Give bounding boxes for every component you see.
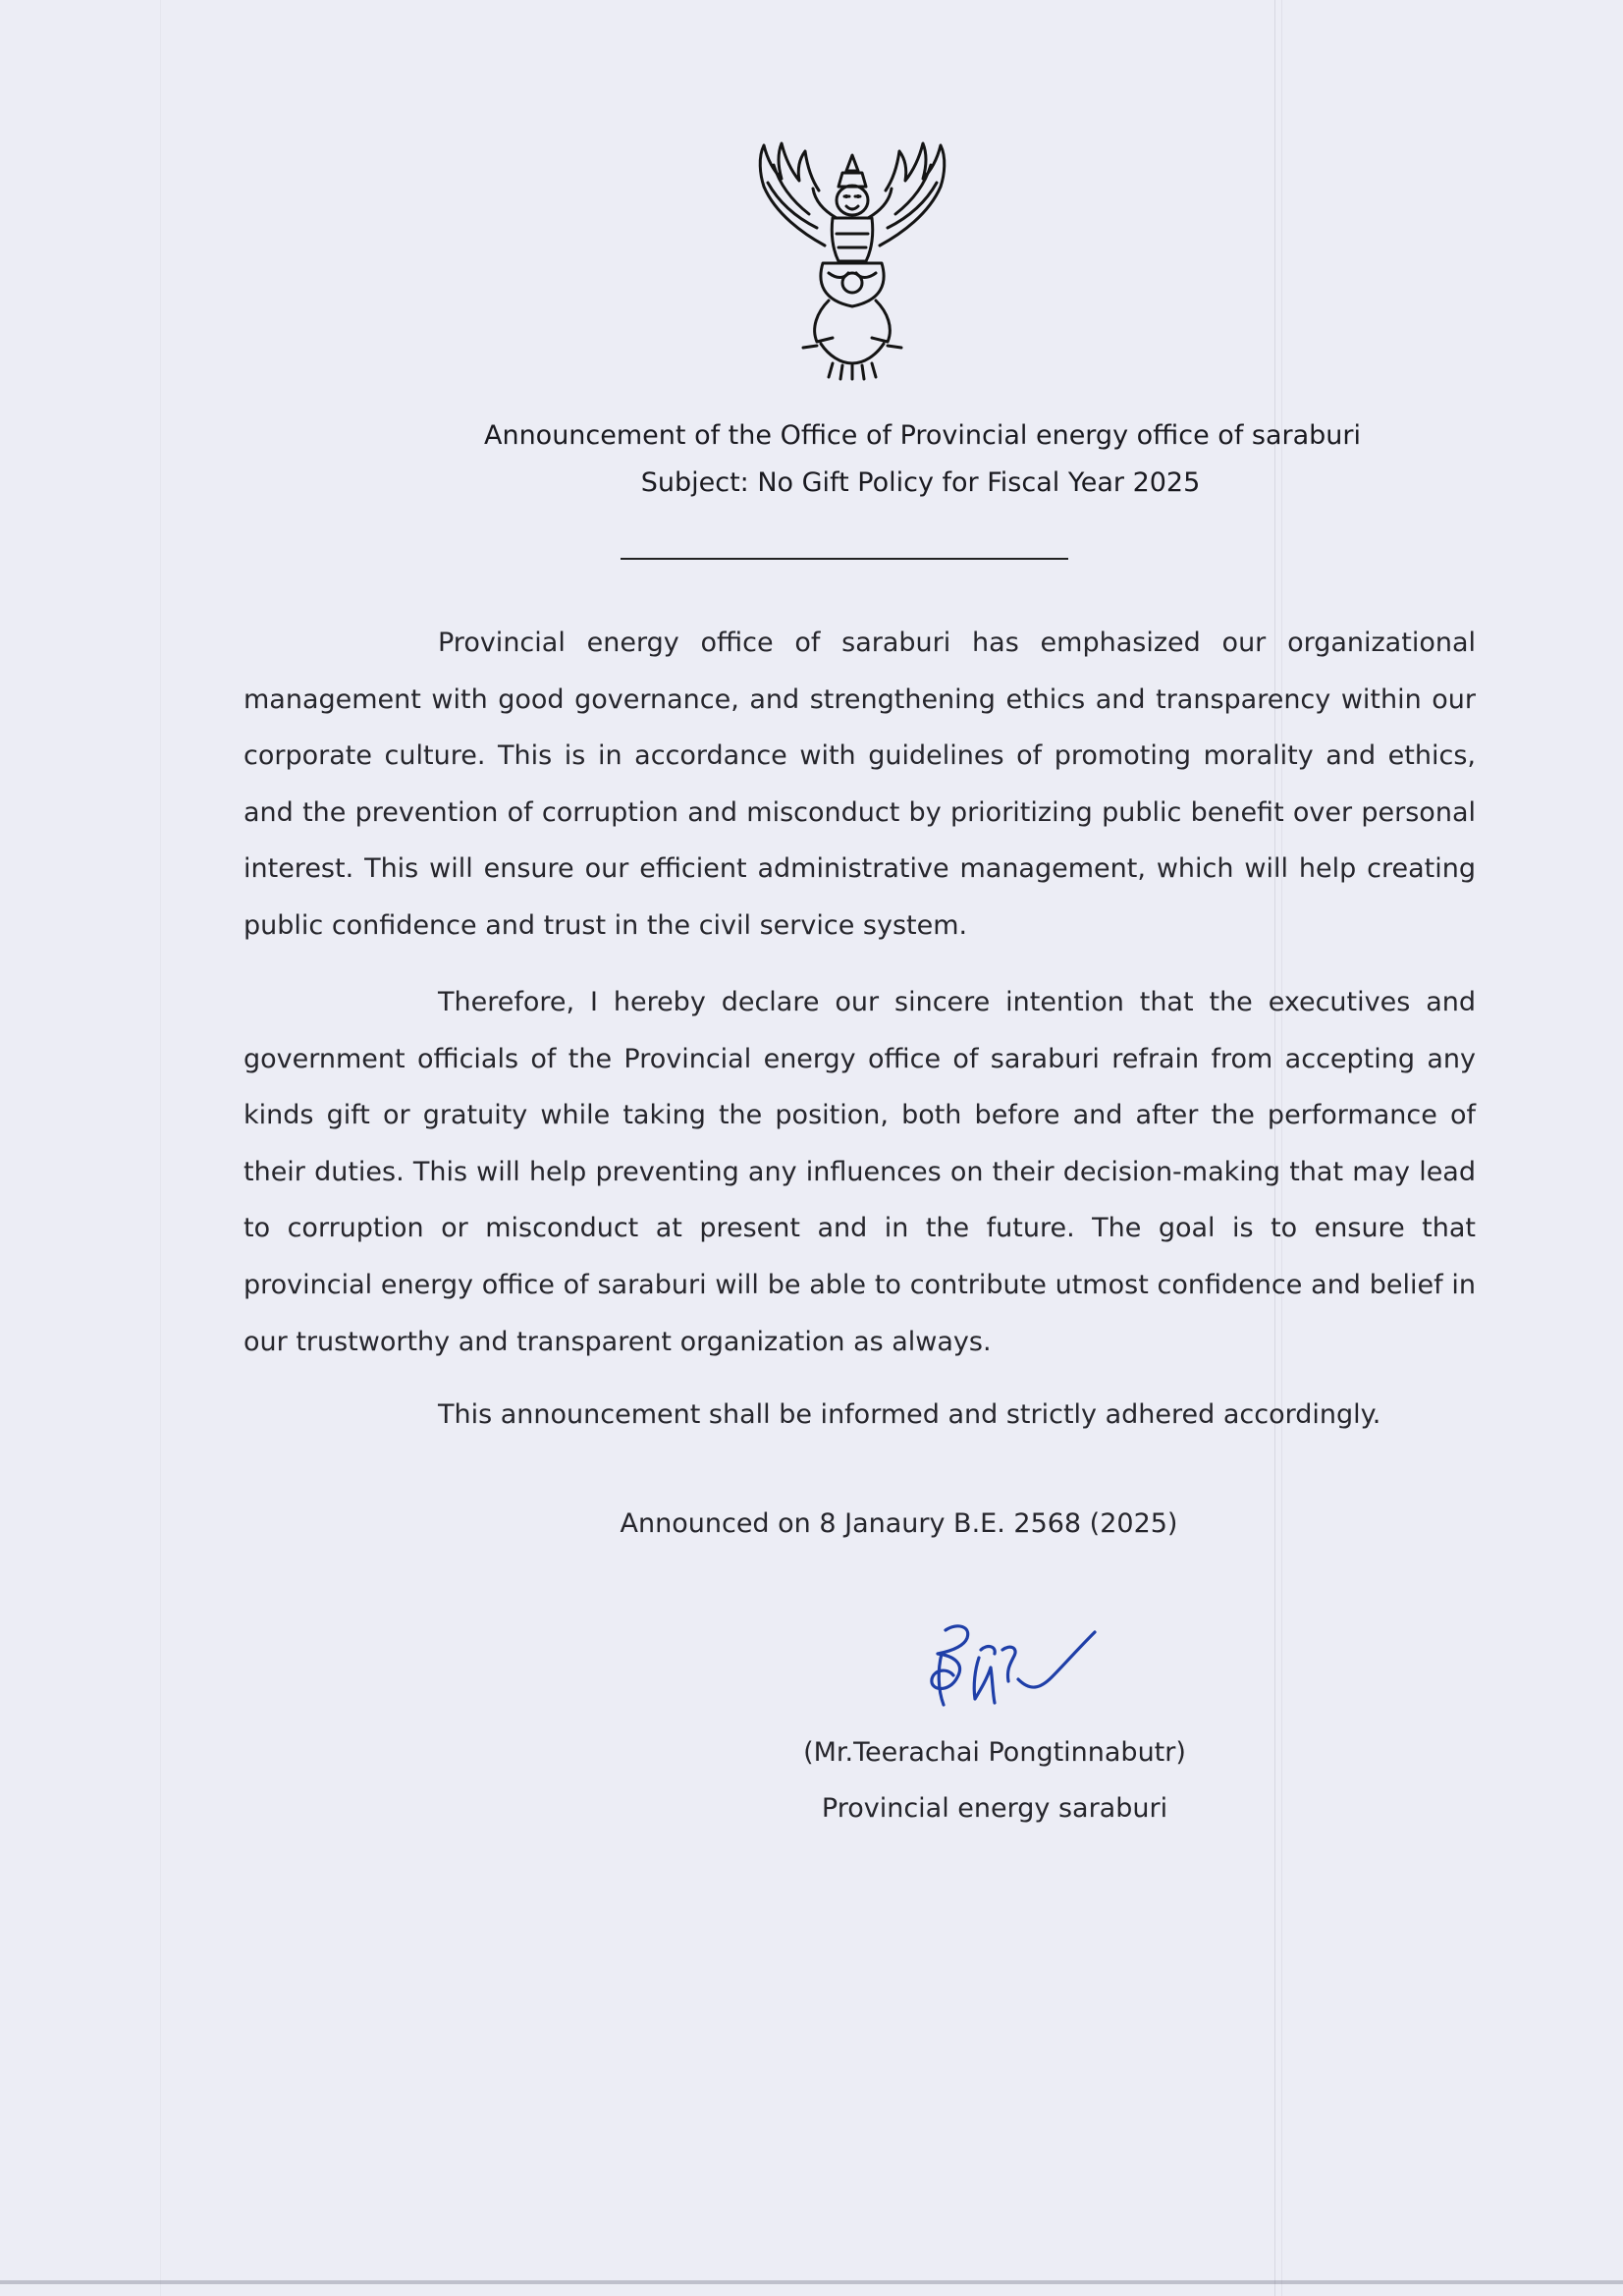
title-divider xyxy=(621,558,1068,560)
paragraph-text: Therefore, I hereby declare our sincere intention that the executives and government officials of the Provincial energy office of saraburi refrain from accepting any kinds gift or gratuity while taking the position, both before and after the performance of their duties. This will help preventing any influences on their decision-making that may lead to corruption or misconduct at present and in the future. The goal is to ensure that provincial energy office of saraburi will be able to contribute utmost confidence and belief in our trustworthy and transparent organization as always. xyxy=(243,987,1476,1357)
handwritten-signature xyxy=(908,1611,1124,1719)
announcement-date xyxy=(0,1501,1623,1548)
body-paragraph-1 xyxy=(243,615,1476,955)
paragraph-text: This announcement shall be informed and strictly adhered accordingly. xyxy=(438,1399,1381,1430)
body-paragraph-2 xyxy=(243,974,1476,1370)
document-subject-wrap xyxy=(0,460,1623,507)
document-header xyxy=(0,412,1623,460)
announcement-subject: Subject: No Gift Policy for Fiscal Year 2025 xyxy=(640,467,1201,498)
announcement-title: Announcement of the Office of Provincial energy office of saraburi xyxy=(483,420,1362,451)
garuda-emblem-icon xyxy=(734,136,970,381)
scan-artifact-line xyxy=(160,0,161,2296)
signatory-title: Provincial energy saraburi xyxy=(821,1793,1168,1824)
announcement-date-text: Announced on 8 Janaury B.E. 2568 (2025) xyxy=(620,1508,1178,1539)
scan-artifact-edge xyxy=(0,2280,1623,2284)
paragraph-text: Provincial energy office of saraburi has emphasized our organizational management with good governance, and strengthening ethics and transparency within our corporate culture. This is in accordance with guidelines of promoting morality and ethics, and the prevention of corruption and misconduct by prioritizing public benefit over personal interest. This will ensure our efficient administrative management, which will help creating public confidence and trust in the civil service system. xyxy=(243,628,1476,941)
body-paragraph-3 xyxy=(243,1387,1476,1444)
signatory-name: (Mr.Teerachai Pongtinnabutr) xyxy=(803,1737,1186,1768)
